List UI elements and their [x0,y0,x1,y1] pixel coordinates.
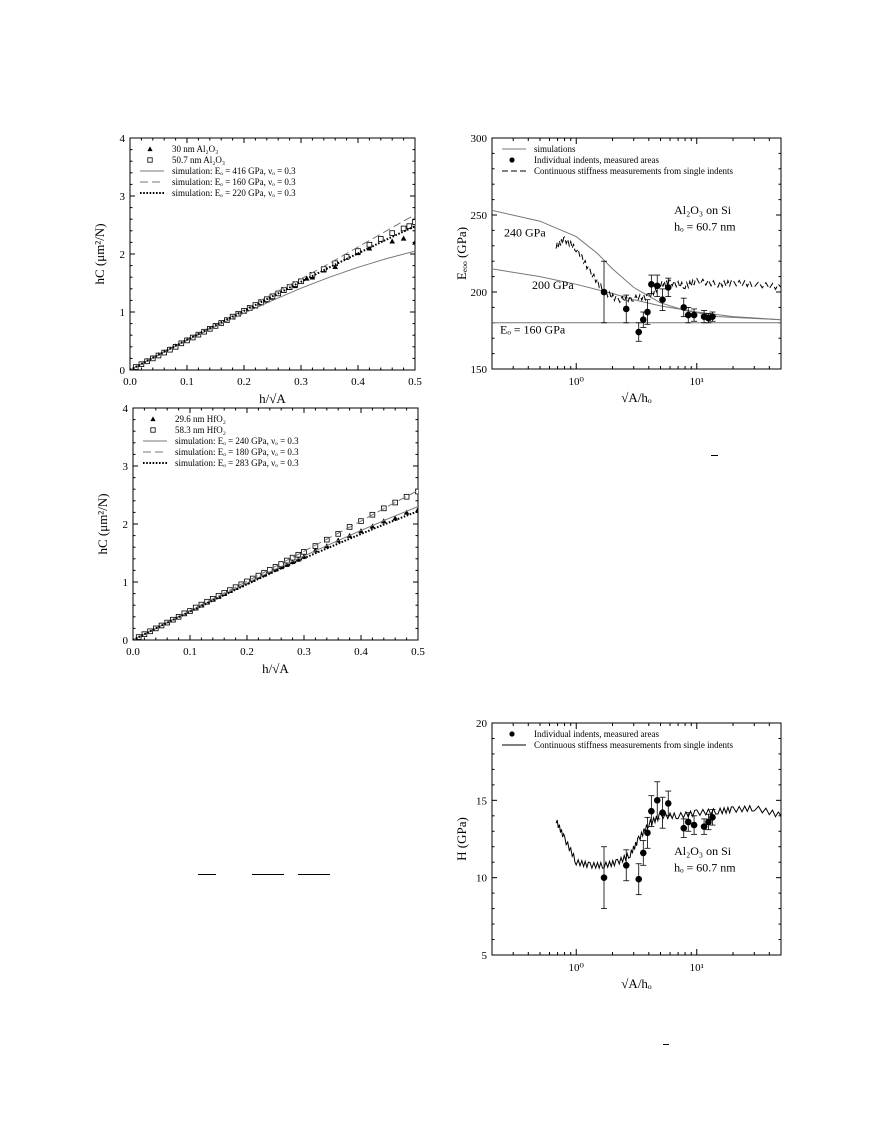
y-tick-label: 1 [119,307,125,319]
legend-marker [150,416,155,421]
legend-marker [151,428,155,432]
legend-label: simulation: Eₒ = 283 GPa, νₒ = 0.3 [175,458,299,468]
page-stray-mark [711,455,718,456]
data-point [709,313,716,320]
x-tick-label: 0.4 [354,646,368,658]
legend [502,144,734,176]
data-point [648,808,655,815]
y-tick-label: 200 [470,287,487,299]
y-tick-label: 3 [122,461,128,473]
data-point [401,236,407,241]
annotation-curve-240: 240 GPa [504,225,546,240]
annotation-thickness: hₒ = 60.7 nm [674,860,736,875]
data-point [378,237,383,242]
data-point [635,876,642,883]
series-line [130,251,415,370]
plot-frame [492,723,781,955]
x-tick-label: 10⁰ [568,962,584,974]
legend-label: 58.3 nm HfO₂ [175,425,226,435]
y-axis-label: Eₑₒₒ (GPa) [454,226,469,281]
x-axis-label: √A/hₒ [621,976,652,991]
x-tick-label: 0.0 [126,646,140,658]
annotation-sample: Al₂O₃ on Si [674,844,732,859]
series-line [133,511,418,640]
y-tick-label: 0 [122,635,128,647]
x-axis-label: √A/hₒ [621,390,652,405]
y-tick-label: 4 [122,403,128,415]
plot-area [133,489,421,640]
x-tick-label: 10¹ [689,962,704,974]
y-tick-label: 0 [119,365,125,377]
x-tick-label: 0.1 [183,646,197,658]
x-tick-label: 10¹ [689,376,704,388]
y-axis-label: H (GPa) [454,817,469,861]
annotation-curve-160: Eₒ = 160 GPa [500,322,566,337]
chart-al2o3-hc [90,128,435,418]
legend-marker [148,158,152,162]
legend-label: Individual indents, measured areas [534,155,659,165]
legend-marker [147,146,152,151]
x-tick-label: 0.3 [297,646,311,658]
legend-label: simulation: Eₒ = 240 GPa, νₒ = 0.3 [175,436,299,446]
data-point [685,312,692,319]
x-tick-label: 0.5 [408,376,422,388]
x-tick-label: 0.4 [351,376,365,388]
page-stray-mark [298,874,330,875]
y-tick-label: 20 [476,718,487,730]
annotation-thickness: hₒ = 60.7 nm [674,219,736,234]
y-tick-label: 3 [119,191,125,203]
y-tick-label: 250 [470,210,487,222]
y-axis-label: hC (μm²/N) [95,493,110,555]
annotation-curve-200: 200 GPa [532,277,574,292]
legend-label: simulation: Eₒ = 160 GPa, νₒ = 0.3 [172,177,296,187]
chart-al2o3-hc-svg [90,128,435,418]
chart-hfo2-hc-svg [93,398,438,688]
chart-hfo2-hc [93,398,438,688]
series-line [133,507,418,640]
simulation-curve [492,269,781,320]
x-tick-label: 0.5 [411,646,425,658]
x-axis-label: h/√A [259,391,286,406]
x-axis-label: h/√A [262,661,289,676]
x-tick-label: 0.1 [180,376,194,388]
y-tick-label: 15 [476,795,487,808]
page-stray-mark [252,874,284,875]
data-point [680,825,687,832]
legend-label: simulation: Eₒ = 416 GPa, νₒ = 0.3 [172,166,296,176]
data-point [665,800,672,807]
legend [140,144,296,198]
plot-area [130,215,418,370]
y-tick-label: 2 [119,249,125,261]
y-tick-label: 2 [122,519,128,531]
chart-al2o3-h-svg [440,713,795,998]
y-axis-label: hC (μm²/N) [92,223,107,285]
legend-marker [509,157,514,162]
series-solid-gray [133,507,418,640]
series-dotted-black [133,511,418,640]
y-tick-label: 300 [470,133,487,145]
data-point [393,500,398,505]
series-solid-gray [130,251,415,370]
legend-marker [509,731,514,736]
legend-label: simulation: Eₒ = 220 GPa, νₒ = 0.3 [172,188,296,198]
data-point [623,862,630,869]
data-point [367,242,372,247]
x-tick-label: 0.2 [237,376,251,388]
legend [502,729,734,750]
y-tick-label: 10 [476,872,487,885]
y-tick-label: 1 [122,577,128,589]
x-tick-label: 0.3 [294,376,308,388]
data-point [413,220,418,225]
data-point [640,316,647,323]
legend [143,414,299,468]
page-stray-mark [663,1044,669,1045]
legend-label: 50.7 nm Al₂O₃ [172,155,226,165]
data-point [601,874,608,881]
y-tick-label: 150 [470,364,487,376]
data-point [389,238,395,243]
data-point [691,822,698,829]
legend-label: 29.6 nm HfO₂ [175,414,226,424]
legend-label: Continuous stiffness measurements from single indents [534,166,734,176]
legend-label: simulations [534,144,576,154]
legend-label: 30 nm Al₂O₃ [172,144,219,154]
y-tick-label: 4 [119,133,125,145]
chart-al2o3-eeff-svg [440,128,795,413]
x-tick-label: 0.2 [240,646,254,658]
data-point [709,814,716,821]
data-point [685,819,692,826]
plot-area [556,782,781,909]
data-point [691,312,698,319]
data-point [635,329,642,336]
data-point [640,850,647,857]
data-point [644,309,651,316]
x-tick-label: 0.0 [123,376,137,388]
legend-label: Continuous stiffness measurements from single indents [534,740,734,750]
x-tick-label: 10⁰ [568,376,584,388]
legend-label: Individual indents, measured areas [534,729,659,739]
data-point [390,231,395,236]
legend-label: simulation: Eₒ = 180 GPa, νₒ = 0.3 [175,447,299,457]
annotation-sample: Al₂O₃ on Si [674,203,732,218]
data-point [659,296,666,303]
data-point [623,306,630,313]
data-point [648,281,655,288]
chart-al2o3-eeff [440,128,795,413]
y-tick-label: 5 [481,950,487,962]
data-point [654,797,661,804]
page-stray-mark [198,874,216,875]
chart-al2o3-h [440,713,795,998]
